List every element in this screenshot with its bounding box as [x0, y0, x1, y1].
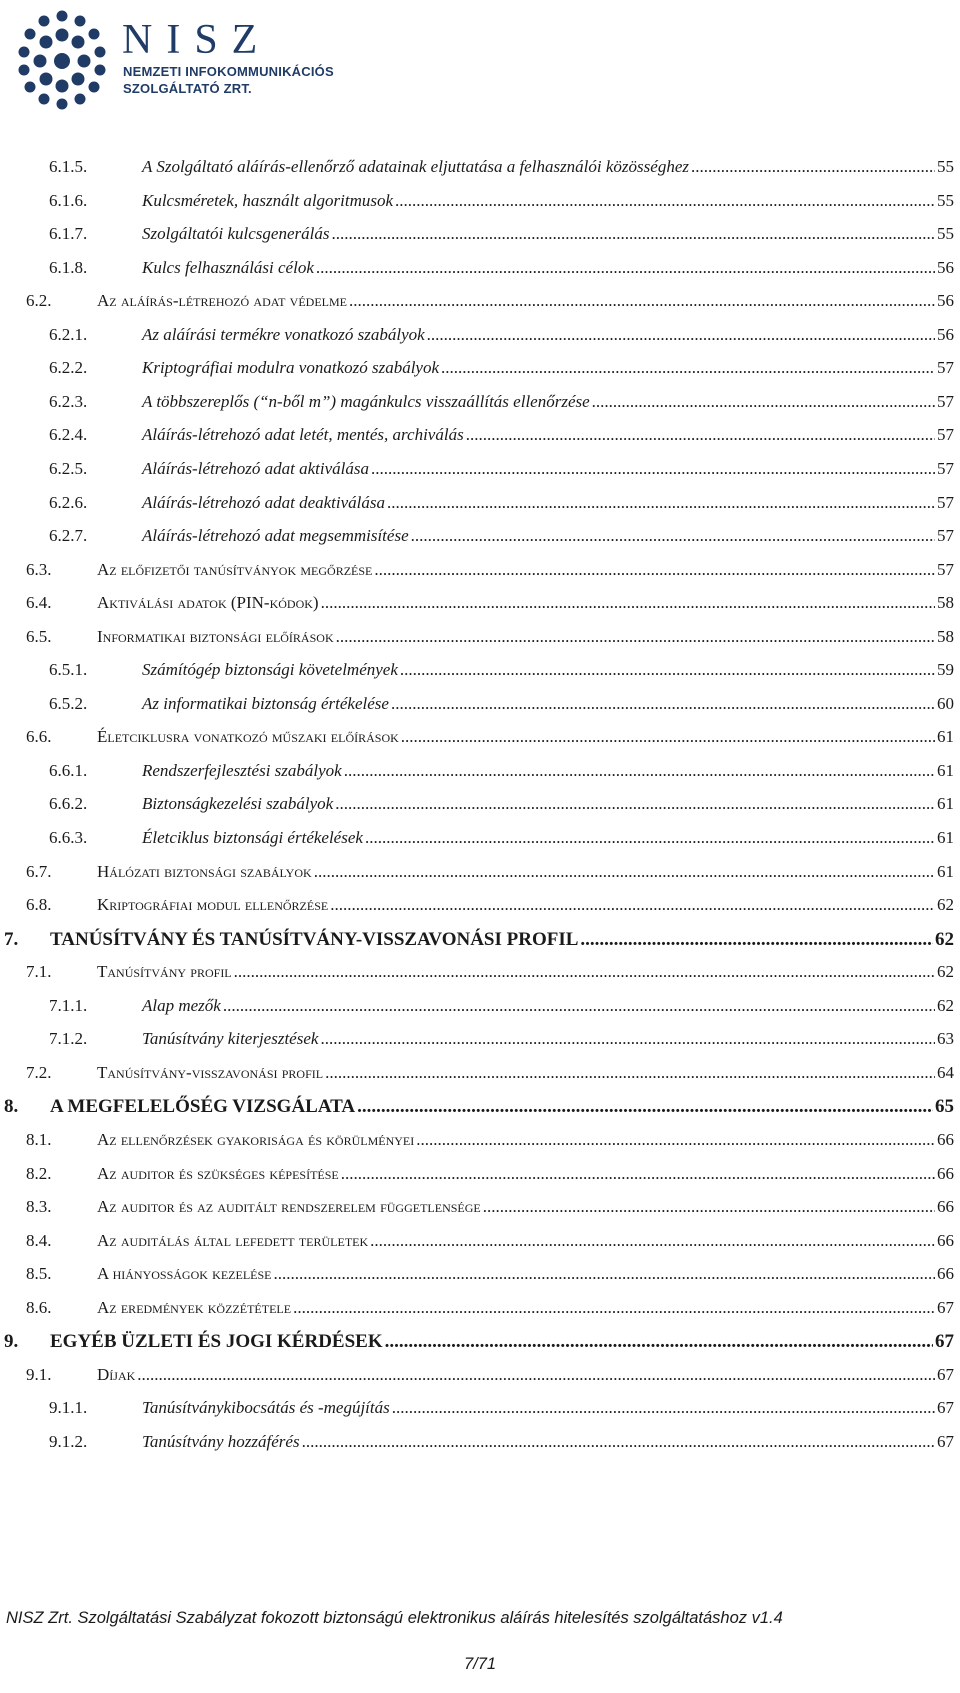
- toc-entry-page: 61: [937, 794, 954, 814]
- toc-leader-dots: [137, 1365, 935, 1385]
- toc-entry-line: [50, 1096, 954, 1118]
- toc-leader-dots: [314, 862, 935, 882]
- toc-entry[interactable]: [0, 828, 960, 858]
- toc-entry-title: Az ellenőrzések gyakorisága és körülményei: [97, 1129, 415, 1149]
- toc-entry-line: [97, 1264, 954, 1284]
- toc-entry[interactable]: [0, 1164, 960, 1194]
- toc-entry-page: 66: [937, 1230, 954, 1250]
- toc-leader-dots: [357, 1096, 933, 1118]
- toc-entry-line: [142, 258, 954, 278]
- toc-leader-dots: [336, 627, 935, 647]
- toc-entry-title: Kulcsméretek, használt algoritmusok: [142, 190, 394, 210]
- toc-leader-dots: [234, 962, 935, 982]
- toc-entry[interactable]: [0, 660, 960, 690]
- toc-leader-dots: [302, 1432, 935, 1452]
- toc-entry-page: 67: [937, 1431, 954, 1451]
- logo-line-2: SZOLGÁLTATÓ ZRT.: [123, 81, 252, 96]
- toc-entry-page: 66: [937, 1264, 954, 1284]
- toc-entry-number: 8.4.: [26, 1230, 52, 1250]
- toc-leader-dots: [466, 425, 935, 445]
- toc-entry-line: [142, 392, 954, 412]
- toc-entry-page: 66: [937, 1163, 954, 1183]
- toc-entry-page: 57: [937, 358, 954, 378]
- toc-entry-page: 61: [937, 760, 954, 780]
- toc-entry-line: [142, 761, 954, 781]
- toc-entry-number: 6.2.5.: [49, 458, 88, 478]
- toc-entry-page: 60: [937, 693, 954, 713]
- toc-entry-number: 6.4.: [26, 593, 52, 613]
- toc-entry-title: Aláírás-létrehozó adat aktiválása: [142, 458, 369, 478]
- footer-text: NISZ Zrt. Szolgáltatási Szabályzat fokozott biztonságú elektronikus aláírás hitelesítés szolgáltatáshoz v1.4: [6, 1609, 783, 1627]
- toc-leader-dots: [330, 895, 935, 915]
- toc-entry-title: Az auditor és szükséges képesítése: [97, 1163, 339, 1183]
- toc-entry-line: [142, 1029, 954, 1049]
- toc-entry-line: [97, 291, 954, 311]
- toc-entry[interactable]: [0, 761, 960, 791]
- toc-entry-line: [142, 1398, 954, 1418]
- toc-entry-number: 6.1.7.: [49, 224, 88, 244]
- toc-entry[interactable]: [0, 560, 960, 590]
- toc-entry-number: 7.1.1.: [49, 995, 88, 1015]
- toc-entry-title: Tanúsítvány profil: [97, 962, 232, 982]
- toc-entry-page: 56: [937, 257, 954, 277]
- toc-entry-title: Életciklus biztonsági értékelések: [142, 828, 363, 847]
- toc-entry-line: [142, 224, 954, 244]
- toc-entry[interactable]: [0, 224, 960, 254]
- toc-leader-dots: [411, 526, 935, 546]
- toc-leader-dots: [344, 761, 935, 781]
- toc-leader-dots: [223, 996, 935, 1016]
- toc-entry[interactable]: [0, 1365, 960, 1395]
- toc-leader-dots: [427, 325, 935, 345]
- toc-leader-dots: [365, 828, 935, 848]
- toc-entry[interactable]: [0, 1130, 960, 1160]
- toc-entry-line: [97, 1063, 954, 1083]
- toc-entry[interactable]: [0, 425, 960, 455]
- toc-entry-page: 62: [935, 928, 954, 950]
- toc-entry[interactable]: [0, 962, 960, 992]
- toc-leader-dots: [293, 1298, 935, 1318]
- toc-leader-dots: [385, 1331, 933, 1353]
- toc-entry-page: 61: [937, 727, 954, 747]
- toc-entry-title: Tanúsítvány kiterjesztések: [142, 1029, 319, 1049]
- toc-leader-dots: [325, 1063, 935, 1083]
- toc-entry-number: 6.7.: [26, 861, 52, 881]
- toc-leader-dots: [395, 191, 935, 211]
- toc-leader-dots: [416, 1130, 935, 1150]
- toc-entry-line: [142, 1432, 954, 1452]
- toc-entry-number: 6.6.1.: [49, 760, 88, 780]
- toc-entry-page: 56: [937, 324, 954, 344]
- toc-entry-title: A hiányosságok kezelése: [97, 1264, 272, 1284]
- toc-entry-page: 57: [937, 526, 954, 546]
- toc-leader-dots: [371, 459, 935, 479]
- toc-entry-line: [97, 1164, 954, 1184]
- toc-entry-line: [142, 425, 954, 445]
- toc-entry-line: [97, 593, 954, 613]
- toc-entry-page: 66: [937, 1197, 954, 1217]
- toc-entry-line: [142, 191, 954, 211]
- toc-leader-dots: [349, 291, 935, 311]
- toc-entry-page: 63: [937, 1029, 954, 1049]
- toc-entry-line: [50, 929, 954, 951]
- toc-entry-number: 7.1.2.: [49, 1029, 88, 1049]
- toc-leader-dots: [400, 660, 935, 680]
- footer-page-number: 7/71: [463, 1655, 497, 1673]
- toc-entry[interactable]: [0, 291, 960, 321]
- toc-entry-title: Az eredmények közzététele: [97, 1297, 292, 1317]
- toc-entry-line: [142, 459, 954, 479]
- toc-leader-dots: [274, 1264, 936, 1284]
- toc-entry[interactable]: [0, 895, 960, 925]
- toc-entry-title: Életciklusra vonatkozó műszaki előírások: [97, 727, 399, 747]
- toc-entry[interactable]: [0, 493, 960, 523]
- toc-entry-page: 58: [937, 593, 954, 613]
- toc-entry[interactable]: [0, 929, 960, 959]
- toc-entry-line: [97, 1130, 954, 1150]
- toc-entry-page: 67: [937, 1364, 954, 1384]
- toc-entry[interactable]: [0, 1029, 960, 1059]
- toc-entry-title: Informatikai biztonsági előírások: [97, 626, 334, 646]
- toc-entry-page: 57: [937, 458, 954, 478]
- toc-entry-page: 57: [937, 425, 954, 445]
- toc-entry-number: 8.1.: [26, 1129, 52, 1149]
- toc-entry-number: 6.6.2.: [49, 794, 88, 814]
- toc-entry-number: 7.: [4, 928, 19, 950]
- toc-entry-title: Aláírás-létrehozó adat letét, mentés, archiválás: [142, 425, 464, 445]
- toc-entry-page: 64: [937, 1062, 954, 1082]
- toc-entry[interactable]: [0, 862, 960, 892]
- toc-entry-line: [142, 828, 954, 848]
- toc-entry[interactable]: [0, 526, 960, 556]
- toc-entry-title: Kriptográfiai modulra vonatkozó szabályok: [142, 358, 440, 378]
- toc-entry[interactable]: [0, 325, 960, 355]
- toc-entry-title: Az informatikai biztonság értékelése: [142, 693, 389, 713]
- toc-leader-dots: [331, 224, 935, 244]
- toc-entry-number: 9.1.1.: [49, 1398, 88, 1418]
- toc-entry-number: 7.1.: [26, 962, 52, 982]
- toc-entry-title: Rendszerfejlesztési szabályok: [142, 760, 342, 780]
- toc-entry[interactable]: [0, 1264, 960, 1294]
- toc-entry-title: Biztonságkezelési szabályok: [142, 794, 334, 814]
- toc-leader-dots: [483, 1197, 935, 1217]
- toc-entry-number: 6.2.7.: [49, 526, 88, 546]
- toc-leader-dots: [374, 560, 935, 580]
- toc-entry[interactable]: [0, 996, 960, 1026]
- toc-entry-number: 6.6.: [26, 727, 52, 747]
- toc-entry-page: 62: [937, 895, 954, 915]
- toc-entry-page: 55: [937, 190, 954, 210]
- toc-entry-page: 67: [937, 1297, 954, 1317]
- toc-entry-title: Aktiválási adatok (PIN-kódok): [97, 593, 319, 613]
- toc-entry-page: 66: [937, 1129, 954, 1149]
- toc-entry-number: 8.2.: [26, 1163, 52, 1183]
- toc-entry-number: 6.2.3.: [49, 391, 88, 411]
- toc-entry-page: 65: [935, 1096, 954, 1118]
- toc-entry[interactable]: [0, 694, 960, 724]
- toc-entry-title: Az auditálás által lefedett területek: [97, 1230, 369, 1250]
- toc-entry-line: [97, 1197, 954, 1217]
- toc-entry-title: Tanúsítvány hozzáférés: [142, 1431, 300, 1451]
- toc-entry-page: 67: [937, 1398, 954, 1418]
- toc-entry[interactable]: [0, 358, 960, 388]
- toc-entry-title: Hálózati biztonsági szabályok: [97, 861, 312, 881]
- toc-leader-dots: [387, 493, 935, 513]
- toc-entry-page: 55: [937, 224, 954, 244]
- toc-entry-title: Számítógép biztonsági követelmények: [142, 660, 398, 680]
- toc-entry-page: 59: [937, 660, 954, 680]
- toc-entry-line: [142, 794, 954, 814]
- toc-entry-number: 9.1.2.: [49, 1431, 88, 1451]
- toc-entry-line: [50, 1331, 954, 1353]
- toc-entry-number: 6.2.6.: [49, 492, 88, 512]
- toc-entry[interactable]: [0, 1231, 960, 1261]
- toc-entry-page: 57: [937, 391, 954, 411]
- toc-entry-line: [97, 560, 954, 580]
- toc-entry-line: [142, 526, 954, 546]
- toc-entry-number: 6.2.4.: [49, 425, 88, 445]
- toc-entry-page: 56: [937, 291, 954, 311]
- toc-entry-line: [97, 727, 954, 747]
- toc-entry-line: [97, 1365, 954, 1385]
- toc-entry[interactable]: [0, 392, 960, 422]
- toc-entry[interactable]: [0, 627, 960, 657]
- toc-entry[interactable]: [0, 1331, 960, 1361]
- toc-leader-dots: [691, 157, 935, 177]
- toc-entry-page: 61: [937, 828, 954, 847]
- toc-entry[interactable]: [0, 258, 960, 288]
- toc-entry-number: 6.8.: [26, 895, 52, 915]
- toc-entry-number: 6.1.6.: [49, 190, 88, 210]
- toc-entry-title: Szolgáltatói kulcsgenerálás: [142, 224, 330, 244]
- toc-entry[interactable]: [0, 191, 960, 221]
- toc-entry-title: Kulcs felhasználási célok: [142, 257, 314, 277]
- toc-leader-dots: [441, 358, 935, 378]
- toc-entry-title: Díjak: [97, 1364, 136, 1384]
- toc-leader-dots: [370, 1231, 935, 1251]
- toc-leader-dots: [320, 1029, 935, 1049]
- toc-entry-title: A Szolgáltató aláírás-ellenőrző adatainak eljuttatása a felhasználói közösséghez: [142, 157, 689, 176]
- toc-leader-dots: [392, 1398, 935, 1418]
- toc-leader-dots: [321, 593, 935, 613]
- toc-entry[interactable]: [0, 593, 960, 623]
- nisz-logo: [10, 6, 370, 112]
- toc-entry-line: [142, 694, 954, 714]
- toc-entry[interactable]: [0, 1197, 960, 1227]
- toc-entry-line: [97, 1298, 954, 1318]
- toc-leader-dots: [335, 794, 935, 814]
- toc-leader-dots: [580, 929, 933, 951]
- toc-entry-number: 9.: [4, 1331, 19, 1353]
- toc-entry-number: 6.5.2.: [49, 693, 88, 713]
- toc-entry-line: [142, 660, 954, 680]
- toc-leader-dots: [341, 1164, 935, 1184]
- toc-entry-number: 6.2.1.: [49, 324, 88, 344]
- toc-entry-line: [142, 358, 954, 378]
- toc-entry[interactable]: [0, 157, 960, 187]
- toc-entry-page: 57: [937, 492, 954, 512]
- toc-entry-title: Kriptográfiai modul ellenőrzése: [97, 895, 329, 915]
- logo-line-1: NEMZETI INFOKOMMUNIKÁCIÓS: [123, 64, 334, 79]
- logo-wordmark: NISZ: [122, 17, 272, 63]
- toc-entry-title: Az aláírási termékre vonatkozó szabályok: [142, 324, 425, 344]
- toc-entry-title: Az aláírás-létrehozó adat védelme: [97, 291, 347, 311]
- toc-entry-number: 6.5.: [26, 626, 52, 646]
- toc-entry[interactable]: [0, 459, 960, 489]
- toc-entry-title: Aláírás-létrehozó adat deaktiválása: [142, 492, 386, 512]
- toc-entry[interactable]: [0, 794, 960, 824]
- toc-entry-number: 6.2.2.: [49, 358, 88, 378]
- toc-entry-number: 8.: [4, 1096, 19, 1118]
- toc-leader-dots: [316, 258, 935, 278]
- toc-entry-title: Alap mezők: [142, 995, 221, 1015]
- toc-entry-number: 6.5.1.: [49, 660, 88, 680]
- toc-entry-line: [97, 862, 954, 882]
- toc-entry-line: [97, 962, 954, 982]
- toc-entry-line: [142, 493, 954, 513]
- toc-entry-number: 6.1.8.: [49, 257, 88, 277]
- toc-entry-line: [142, 325, 954, 345]
- toc-entry-page: 57: [937, 559, 954, 579]
- toc-entry-number: 6.3.: [26, 559, 52, 579]
- toc-entry-number: 8.5.: [26, 1264, 52, 1284]
- toc-entry-title: A MEGFELELŐSÉG VIZSGÁLATA: [50, 1096, 356, 1118]
- toc-entry-page: 55: [937, 157, 954, 176]
- toc-entry-page: 67: [935, 1331, 954, 1353]
- toc-entry-page: 62: [937, 995, 954, 1015]
- toc-entry-title: Tanúsítvány-visszavonási profil: [97, 1062, 324, 1082]
- toc-entry-page: 61: [937, 861, 954, 881]
- toc-entry-title: Az auditor és az auditált rendszerelem függetlensége: [97, 1197, 481, 1217]
- toc-entry[interactable]: [0, 1063, 960, 1093]
- toc-entry-number: 9.1.: [26, 1364, 52, 1384]
- toc-entry-title: EGYÉB ÜZLETI ÉS JOGI KÉRDÉSEK: [50, 1331, 383, 1353]
- toc-leader-dots: [391, 694, 935, 714]
- toc-entry-line: [142, 157, 954, 177]
- toc-entry-page: 58: [937, 626, 954, 646]
- toc-entry-number: 6.2.: [26, 291, 52, 311]
- toc-entry-title: Tanúsítványkibocsátás és -megújítás: [142, 1398, 390, 1418]
- toc-entry[interactable]: [0, 1398, 960, 1428]
- toc-entry-line: [97, 627, 954, 647]
- toc-entry[interactable]: [0, 1432, 960, 1462]
- toc-entry-title: TANÚSÍTVÁNY ÉS TANÚSÍTVÁNY-VISSZAVONÁSI PROFIL: [50, 928, 579, 950]
- toc-entry-line: [142, 996, 954, 1016]
- toc-entry-number: 6.6.3.: [49, 828, 88, 847]
- toc-entry-number: 8.3.: [26, 1197, 52, 1217]
- toc-leader-dots: [592, 392, 935, 412]
- toc-entry[interactable]: [0, 1298, 960, 1328]
- toc-entry-page: 62: [937, 962, 954, 982]
- toc-entry[interactable]: [0, 1096, 960, 1126]
- toc-leader-dots: [401, 727, 935, 747]
- toc-entry-number: 8.6.: [26, 1297, 52, 1317]
- toc-entry[interactable]: [0, 727, 960, 757]
- toc-entry-line: [97, 1231, 954, 1251]
- toc-entry-title: Aláírás-létrehozó adat megsemmisítése: [142, 526, 409, 546]
- toc-entry-line: [97, 895, 954, 915]
- toc-entry-number: 6.1.5.: [49, 157, 88, 176]
- toc-entry-title: Az előfizetői tanúsítványok megőrzése: [97, 559, 373, 579]
- toc-entry-number: 7.2.: [26, 1062, 52, 1082]
- toc-entry-title: A többszereplős (“n-ből m”) magánkulcs visszaállítás ellenőrzése: [142, 391, 590, 411]
